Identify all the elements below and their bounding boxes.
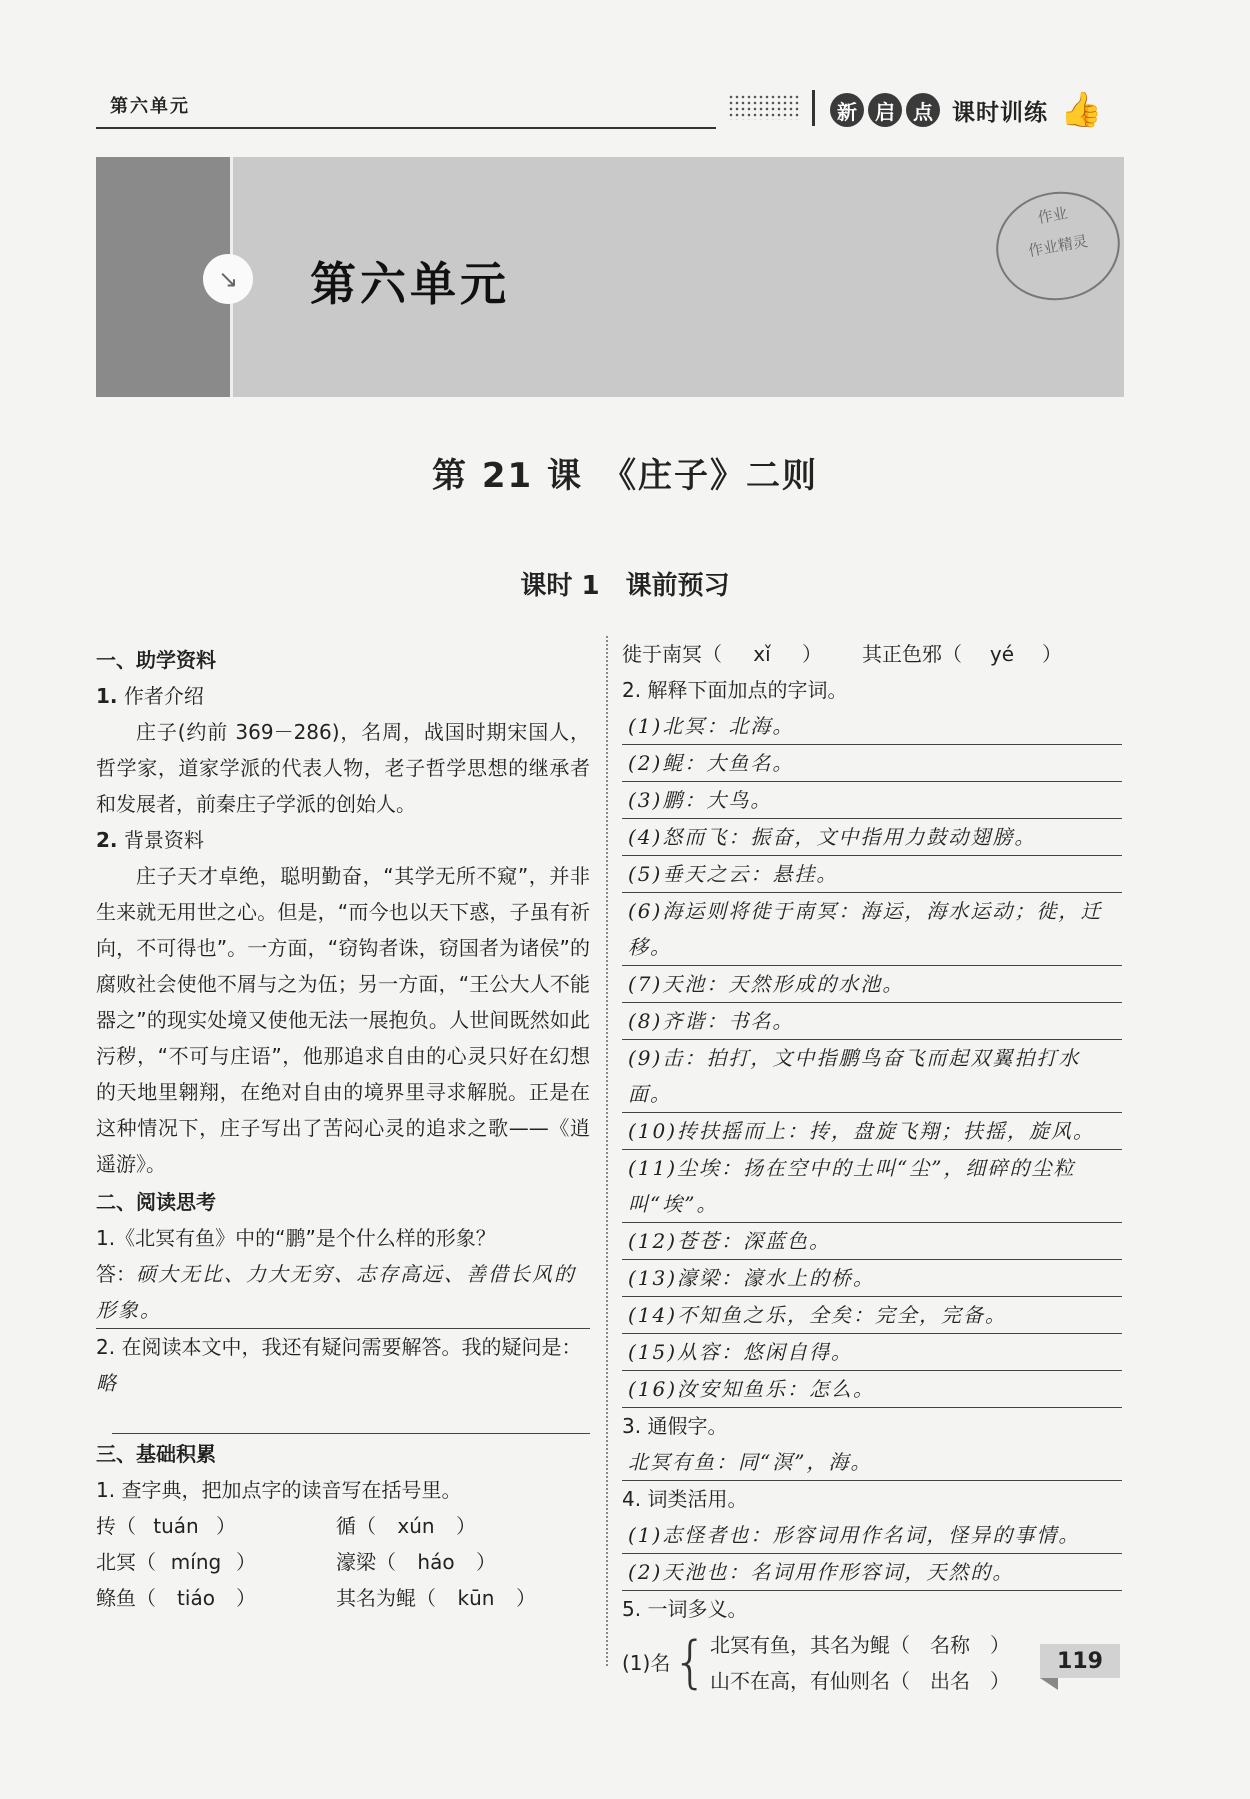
dot-pattern <box>728 94 800 120</box>
brand-char-1: 新 <box>830 93 864 127</box>
period-title: 课时 1 课前预习 <box>520 571 730 601</box>
pinyin-item: 其名为鲲（ kūn ） <box>336 1586 536 1610</box>
brand-logo <box>830 90 1102 130</box>
item-background-heading: 2. 背景资料 <box>96 828 204 852</box>
pinyin-grid-continued <box>622 636 1126 672</box>
explain-item: (1)北冥：北海。 <box>622 708 1122 745</box>
explain-item: (13)濠梁：濠水上的桥。 <box>622 1260 1122 1297</box>
left-column <box>96 640 590 1616</box>
explain-item: (3)鹏：大鸟。 <box>622 782 1122 819</box>
pinyin-item: 北冥（ míng ） <box>96 1550 256 1574</box>
background-paragraph: 庄子天才卓绝，聪明勤奋，“其学无所不窥”，并非生来就无用世之心。但是，“而今也以天下惑，子虽有祈向，不可得也”。一方面，“窃钩者诛，窃国者为诸侯”的腐败社会使他不屑与之为伍；另一方面，“王公大人不能器之”的现实处境又使他无法一展抱负。人世间既然如此污秽，“不可与庄语”，他那追求自由的心灵只好在幻想的天地里翱翔，在绝对自由的境界里寻求解脱。正是在这种情况下，庄子写出了苦闷心灵的追求之歌——《逍遥游》。 <box>96 864 590 1176</box>
column-divider <box>606 636 608 1666</box>
pinyin-item: 徙于南冥（ xǐ ） <box>622 642 822 666</box>
brand-subtitle: 课时训练 <box>952 99 1048 126</box>
explain-item: (16)汝安知鱼乐：怎么。 <box>622 1371 1122 1408</box>
page-number-corner <box>1040 1678 1058 1690</box>
cilei-item: (2)天池也：名词用作形容词，天然的。 <box>622 1554 1122 1591</box>
explain-item: (8)齐谐：书名。 <box>622 1003 1122 1040</box>
page-number: 119 <box>1040 1644 1120 1678</box>
pinyin-item: 其正色邪（ yé ） <box>862 642 1062 666</box>
duoyi-item: 山不在高，有仙则名（ 出名 ） <box>709 1669 1010 1693</box>
question-tongjia: 3. 通假字。 <box>622 1414 728 1438</box>
explain-item: (9)击：拍打，文中指鹏鸟奋飞而起双翼拍打水面。 <box>622 1040 1122 1113</box>
running-header-unit: 第六单元 <box>110 96 190 117</box>
arrow-icon: ↘ <box>203 254 253 304</box>
right-column <box>622 636 1126 1699</box>
question-1: 1.《北冥有鱼》中的“鹏”是个什么样的形象？ <box>96 1226 496 1250</box>
explain-item: (14)不知鱼之乐，全矣：完全，完备。 <box>622 1297 1122 1334</box>
question-cilei: 4. 词类活用。 <box>622 1487 748 1511</box>
pinyin-grid <box>96 1508 590 1616</box>
section-heading-1: 一、助学资料 <box>96 648 216 672</box>
explain-item: (15)从容：悠闲自得。 <box>622 1334 1122 1371</box>
header-divider <box>812 90 815 126</box>
pinyin-item: 抟（ tuán ） <box>96 1514 236 1538</box>
header-rule <box>96 127 716 129</box>
cilei-item: (1)志怪者也：形容词用作名词，怪异的事情。 <box>622 1517 1122 1554</box>
explain-item: (5)垂天之云：悬挂。 <box>622 856 1122 893</box>
explain-item: (10)抟扶摇而上：抟，盘旋飞翔；扶摇，旋风。 <box>622 1113 1122 1150</box>
stamp-top: 作业 <box>1036 204 1069 227</box>
duoyi-item: 北冥有鱼，其名为鲲（ 名称 ） <box>709 1633 1010 1657</box>
author-paragraph: 庄子(约前 369－286)，名周，战国时期宋国人，哲学家，道家学派的代表人物，老子哲学思想的继承者和发展者，前秦庄子学派的创始人。 <box>96 720 590 816</box>
unit-title: 第六单元 <box>310 257 510 311</box>
item-author-heading: 1. 作者介绍 <box>96 684 204 708</box>
blank-answer-line <box>112 1401 590 1434</box>
answer-2: 略 <box>96 1371 118 1395</box>
explain-item: (6)海运则将徙于南冥：海运，海水运动；徙，迁移。 <box>622 893 1122 966</box>
pinyin-item: 循（ xún ） <box>336 1514 476 1538</box>
explain-item: (11)尘埃：扬在空中的土叫“尘”，细碎的尘粒叫“埃”。 <box>622 1150 1122 1223</box>
question-explain: 2. 解释下面加点的字词。 <box>622 678 848 702</box>
stamp-mid: 作业精灵 <box>1026 231 1090 261</box>
explain-item: (4)怒而飞：振奋，文中指用力鼓动翅膀。 <box>622 819 1122 856</box>
brand-char-3: 点 <box>906 93 940 127</box>
question-duoyi: 5. 一词多义。 <box>622 1597 748 1621</box>
duoyi-label: (1)名 <box>622 1651 671 1675</box>
thumbs-up-icon: 👍 <box>1060 90 1103 130</box>
pinyin-item: 濠梁（ háo ） <box>336 1550 496 1574</box>
pinyin-item: 鲦鱼（ tiáo ） <box>96 1586 256 1610</box>
duoyi-list <box>710 1627 1010 1699</box>
pinyin-question: 1. 查字典，把加点字的读音写在括号里。 <box>96 1478 462 1502</box>
answer-1: 答：硕大无比、力大无穷、志存高远、善借长风的形象。 <box>96 1256 590 1329</box>
section-heading-3: 三、基础积累 <box>96 1442 216 1466</box>
tongjia-answer: 北冥有鱼：同“溟”，海。 <box>622 1444 1122 1481</box>
brace-icon: { <box>672 1630 708 1695</box>
question-2: 2. 在阅读本文中，我还有疑问需要解答。我的疑问是：略 <box>96 1335 582 1395</box>
explain-item: (2)鲲：大鱼名。 <box>622 745 1122 782</box>
explain-item: (12)苍苍：深蓝色。 <box>622 1223 1122 1260</box>
lesson-title: 第 21 课 《庄子》二则 <box>432 456 818 496</box>
section-heading-2: 二、阅读思考 <box>96 1190 216 1214</box>
brand-char-2: 启 <box>868 93 902 127</box>
explain-item: (7)天池：天然形成的水池。 <box>622 966 1122 1003</box>
